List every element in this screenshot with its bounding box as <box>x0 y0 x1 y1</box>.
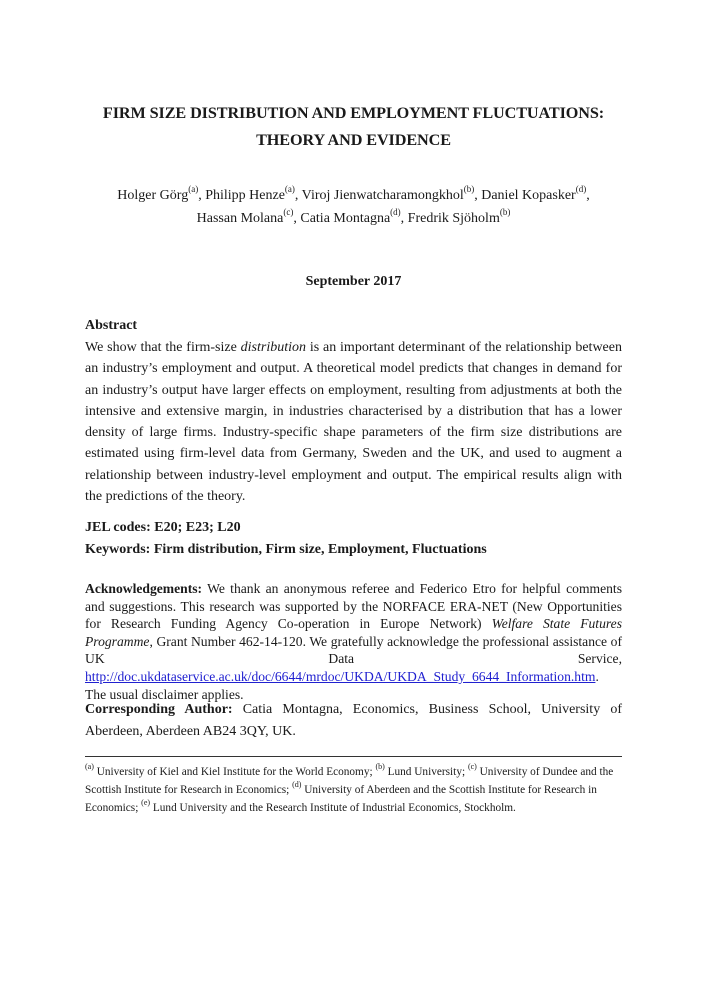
author-name: Holger Görg <box>117 188 189 203</box>
author-name: Viroj Jienwatcharamongkhol <box>301 188 464 203</box>
keywords: Keywords: Firm distribution, Firm size, Employment, Fluctuations <box>85 542 487 557</box>
author-name: Daniel Kopasker <box>481 188 576 203</box>
affiliation-mark: (b) <box>499 207 511 218</box>
abstract-body: We show that the firm-size distribution is an important determinant of the relationship between an industry’s employment and output. A theoretical model predicts that changes in demand for an industry’s output have larger effects on employment, resulting from adjustments at both the intensive and extensive margin, in industries characterised by a distribution that has a lower density of large firms. Industry-specific shape parameters of the firm size distributions are estimated using firm-level data from Germany, Sweden and the UK, and used to augment a relationship between industry-level employment and output. The empirical results align with the predictions of the theory. <box>85 340 622 505</box>
affiliation-mark: (b) <box>463 184 475 195</box>
corresponding-author: Corresponding Author: Catia Montagna, Economics, Business School, University of Aberdeen, Aberdeen AB24 3QY, UK. <box>85 702 622 739</box>
author-line-1: Holger Görg$^{(a)}$, Philipp Henze$^{(a)}$, Viroj Jienwatcharamongkhol$^{(b)}$, Daniel Kopasker$^{(d)}$, <box>117 184 590 203</box>
acknowledgements-label: Acknowledgements: <box>85 581 203 596</box>
affiliation-mark: (d) <box>390 207 401 218</box>
author-name: Fredrik Sjöholm <box>407 211 500 226</box>
programme-name: Welfare State Futures Programme <box>85 616 622 649</box>
corresponding-author-label: Corresponding Author: <box>85 702 233 717</box>
affiliation-mark: (c) <box>283 207 294 218</box>
affiliation-mark: (d) <box>575 184 587 195</box>
author-line-2: Hassan Molana$^{(c)}$, Catia Montagna$^{(d)}$, Fredrik Sjöholm$^{(b)}$ <box>196 207 511 226</box>
author-name: Philipp Henze <box>205 188 285 203</box>
author-list <box>85 184 622 230</box>
affiliation-mark: (a) <box>284 184 295 195</box>
emphasis: distribution <box>240 340 306 355</box>
author-name: Catia Montagna <box>300 211 391 226</box>
publication-date: September 2017 <box>305 274 402 289</box>
title-line-1: FIRM SIZE DISTRIBUTION AND EMPLOYMENT FLUCTUATIONS: <box>102 104 605 122</box>
footnote-divider <box>85 756 622 757</box>
abstract-heading: Abstract <box>85 318 138 333</box>
affiliations-footnote: $^{(a)}$ University of Kiel and Kiel Institute for the World Economy; $^{(b)}$ Lund University; $^{(c)}$ University of Dundee and the Scottish Institute for Research in Economics; $^{(d)}$ University of Aberdeen and the Scottish Institute for Research in Economics; $^{(e)}$ Lund University and the Research Institute of Industrial Economics, Stockholm. <box>85 762 614 814</box>
jel-codes: JEL codes: E20; E23; L20 <box>85 520 241 535</box>
ukda-link[interactable]: http://doc.ukdataservice.ac.uk/doc/6644/mrdoc/UKDA/UKDA_Study_6644_Information.htm <box>85 668 596 684</box>
affiliation-mark: (a) <box>188 184 199 195</box>
title-line-2: THEORY AND EVIDENCE <box>256 131 451 149</box>
paper-title <box>85 100 622 154</box>
acknowledgements: Acknowledgements: We thank an anonymous referee and Federico Etro for helpful comments and suggestions. This research was supported by the NORFACE ERA-NET (New Opportunities for Research Funding Agency Co-operation in Europe Network) Welfare State Futures Programme, Grant Number 462-14-120. We gratefully acknowledge the professional assistance of UK Data Service, http://doc.ukdataservice.ac.uk/doc/6644/mrdoc/UKDA/UKDA_Study_6644_Information.htm. The usual disclaimer applies. <box>85 581 622 702</box>
author-name: Hassan Molana <box>196 211 284 226</box>
